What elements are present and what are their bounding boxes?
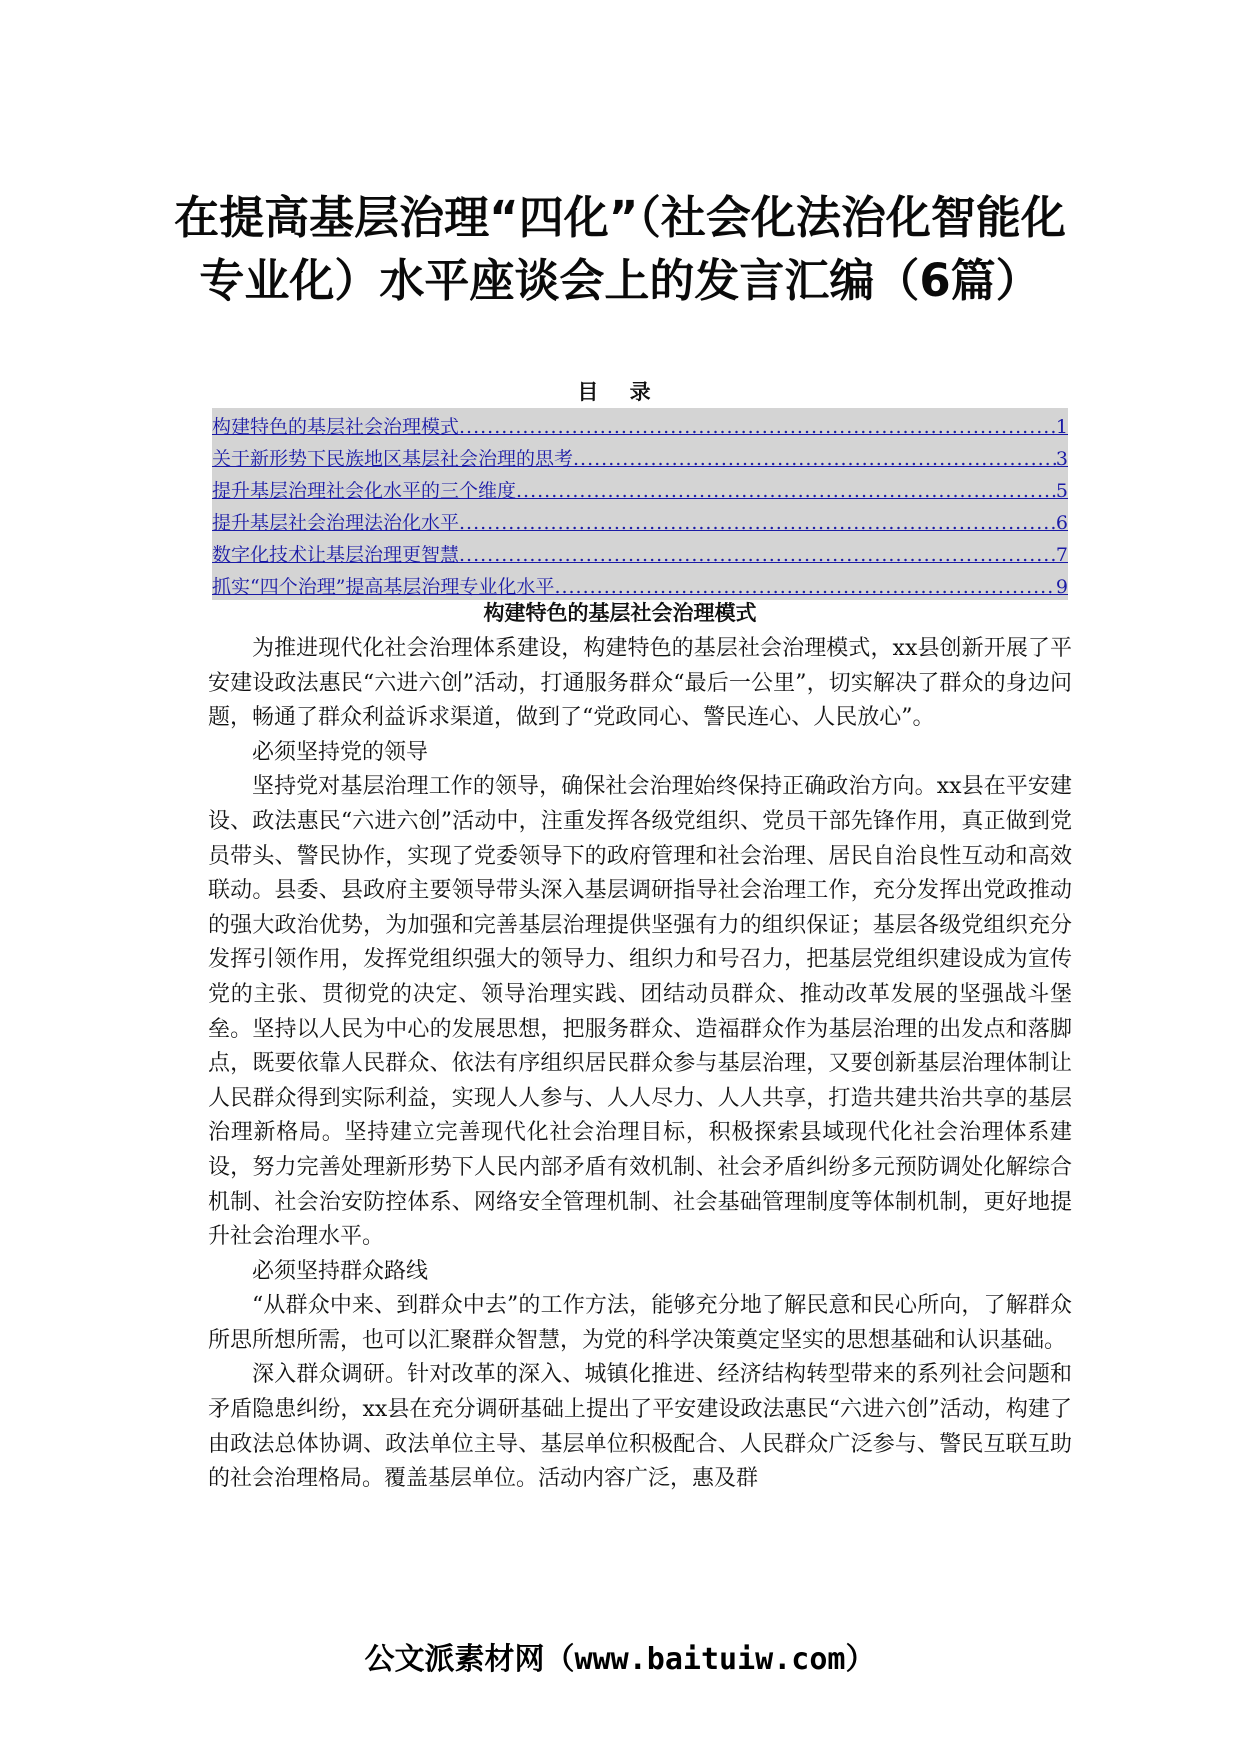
paragraph: 深入群众调研。针对改革的深入、城镇化推进、经济结构转型带来的系列社会问题和矛盾隐患纠纷，xx县在充分调研基础上提出了平安建设政法惠民“六进六创”活动，构建了由政法总体协调、政法单位主导、基层单位积极配合、人民群众广泛参与、警民互联互助的社会治理格局。覆盖基层单位。活动内容广泛，惠及群 [208, 1362, 1072, 1492]
toc-page-number: 9 [1055, 576, 1068, 598]
toc-page-number: 3 [1055, 448, 1068, 470]
toc-leader-dots [516, 478, 1056, 504]
toc-leader-dots [573, 446, 1056, 472]
toc-link-label: 提升基层社会治理法治化水平 [212, 512, 460, 534]
toc-link[interactable] [212, 568, 1068, 600]
toc-page-number: 1 [1055, 416, 1068, 438]
toc-link-label: 关于新形势下民族地区基层社会治理的思考 [212, 448, 574, 470]
document-title: 在提高基层治理“四化”（社会化法治化智能化专业化）水平座谈会上的发言汇编（6篇） [174, 191, 1066, 307]
toc-link-label: 数字化技术让基层治理更智慧 [212, 544, 460, 566]
toc-link[interactable] [212, 504, 1068, 536]
toc-leader-dots [459, 510, 1056, 536]
paragraph: 为推进现代化社会治理体系建设，构建特色的基层社会治理模式，xx县创新开展了平安建设政法惠民“六进六创”活动，打通服务群众“最后一公里”，切实解决了群众的身边问题，畅通了群众利益诉求渠道，做到了“党政同心、警民连心、人民放心”。 [208, 636, 1072, 731]
paragraph: “从群众中来、到群众中去”的工作方法，能够充分地了解民意和民心所向，了解群众所思所想所需，也可以汇聚群众智慧，为党的科学决策奠定坚实的思想基础和认识基础。 [208, 1293, 1072, 1353]
body-text [208, 632, 1072, 1497]
toc-leader-dots [459, 414, 1056, 440]
section-title: 构建特色的基层社会治理模式 [483, 601, 757, 625]
subheading: 必须坚持党的领导 [252, 739, 429, 765]
toc-link[interactable] [212, 536, 1068, 568]
toc-page-number: 5 [1055, 480, 1068, 502]
toc-link-label: 提升基层治理社会化水平的三个维度 [212, 480, 517, 502]
toc-link-label: 抓实“四个治理”提高基层治理专业化水平 [212, 576, 555, 598]
toc-page-number: 6 [1055, 512, 1068, 534]
paragraph: 坚持党对基层治理工作的领导，确保社会治理始终保持正确政治方向。xx县在平安建设、政法惠民“六进六创”活动中，注重发挥各级党组织、党员干部先锋作用，真正做到党员带头、警民协作，实现了党委领导下的政府管理和社会治理、居民自治良性互动和高效联动。县委、县政府主要领导带头深入基层调研指导社会治理工作，充分发挥出党政推动的强大政治优势，为加强和完善基层治理提供坚强有力的组织保证；基层各级党组织充分发挥引领作用，发挥党组织强大的领导力、组织力和号召力，把基层党组织建设成为宣传党的主张、贯彻党的决定、领导治理实践、团结动员群众、推动改革发展的坚强战斗堡垒。坚持以人民为中心的发展思想，把服务群众、造福群众作为基层治理的出发点和落脚点，既要依靠人民群众、依法有序组织居民群众参与基层治理，又要创新基层治理体制让人民群众得到实际利益，实现人人参与、人人尽力、人人共享，打造共建共治共享的基层治理新格局。坚持建立完善现代化社会治理目标，积极探索县域现代化社会治理体系建设，努力完善处理新形势下人民内部矛盾有效机制、社会矛盾纠纷多元预防调处化解综合机制、社会治安防控体系、网络安全管理机制、社会基础管理制度等体制机制，更好地提升社会治理水平。 [208, 774, 1072, 1250]
subheading: 必须坚持群众路线 [252, 1258, 429, 1284]
table-of-contents [212, 408, 1068, 600]
footer-watermark: 公文派素材网（www.baituiw.com） [364, 1642, 876, 1677]
toc-link[interactable] [212, 408, 1068, 440]
toc-heading: 目 录 [577, 380, 663, 404]
toc-link[interactable] [212, 472, 1068, 504]
toc-page-number: 7 [1055, 544, 1068, 566]
toc-leader-dots [459, 542, 1056, 568]
toc-link-label: 构建特色的基层社会治理模式 [212, 416, 460, 438]
toc-leader-dots [554, 574, 1055, 600]
toc-link[interactable] [212, 440, 1068, 472]
